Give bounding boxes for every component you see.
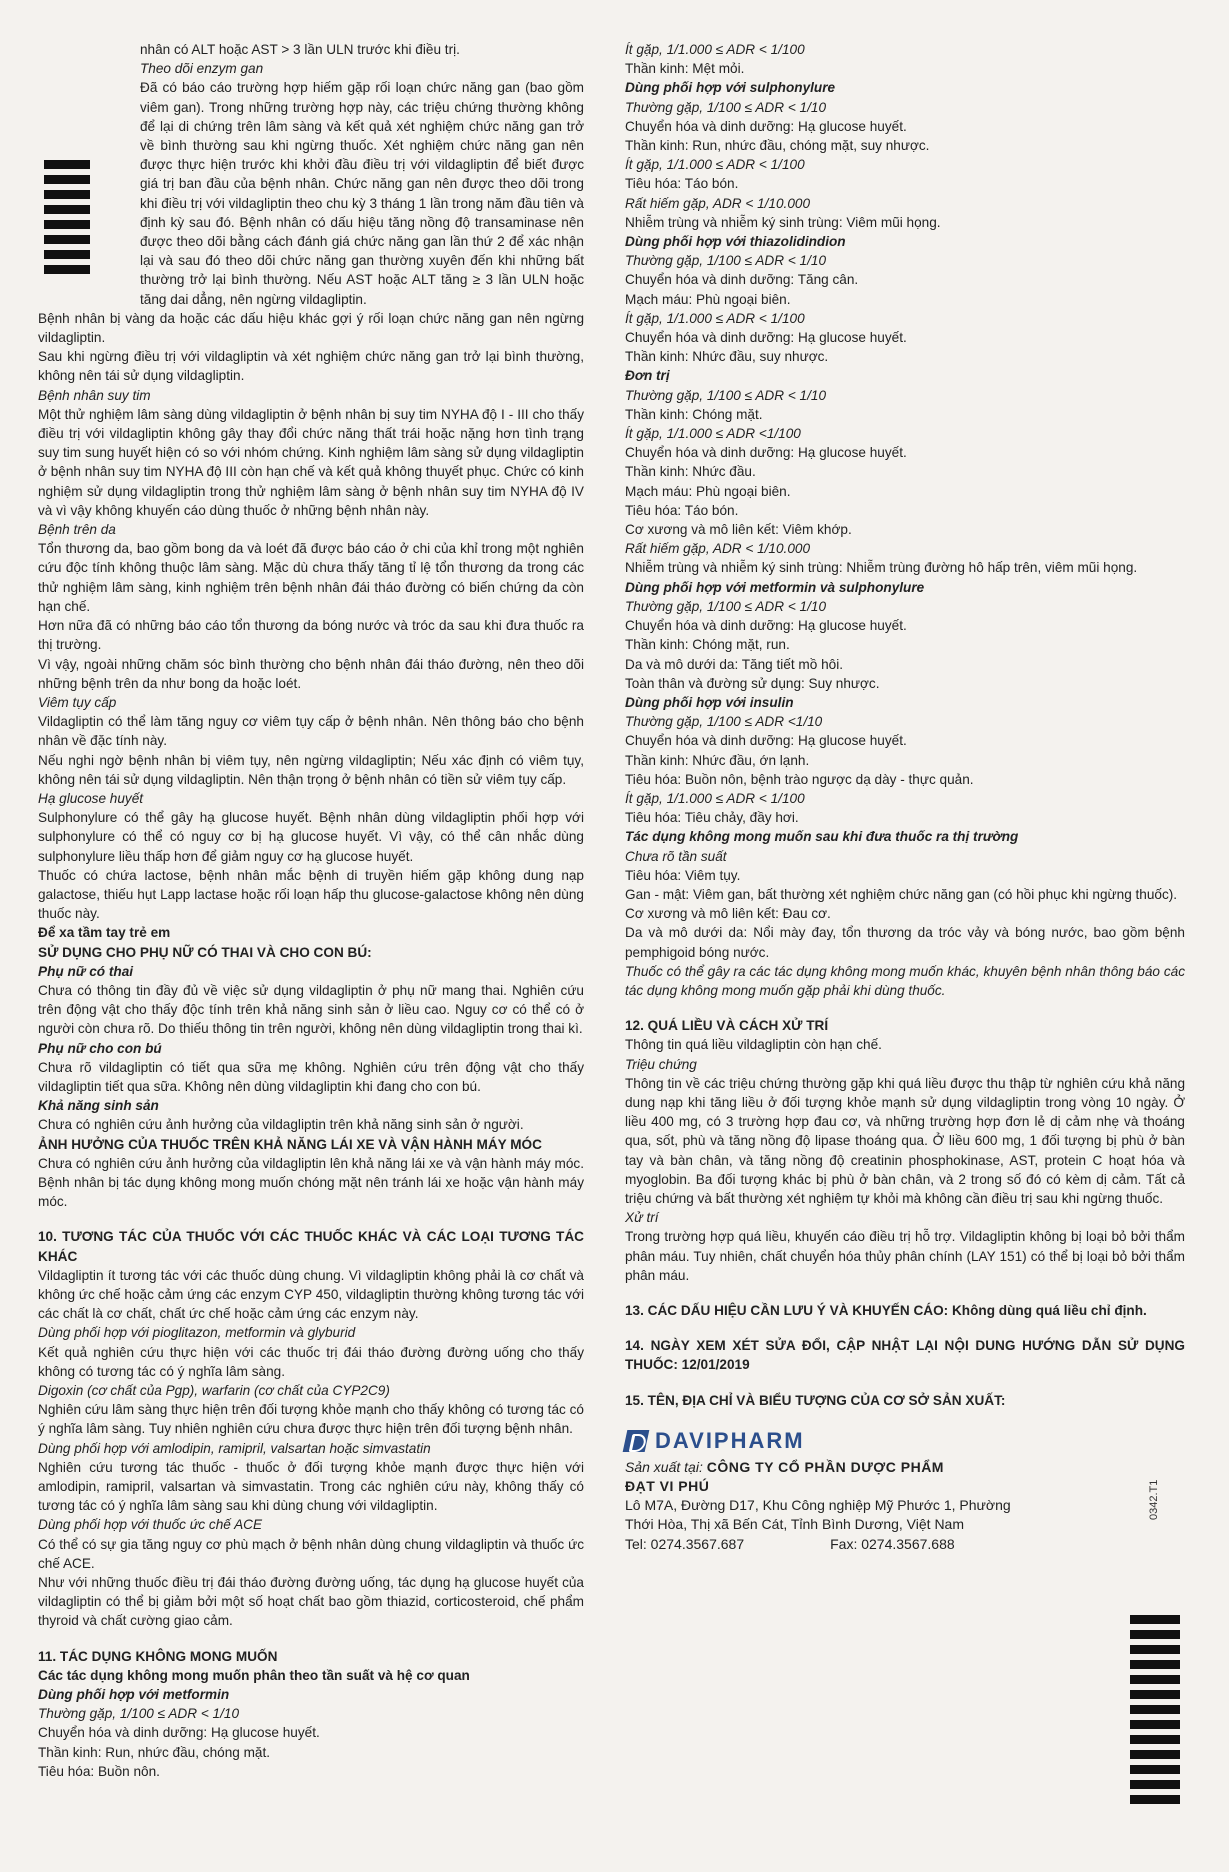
contact-row [625,1535,1185,1554]
right-paragraph: Thần kinh: Nhức đầu, ớn lạnh. [625,752,810,768]
right-paragraph: Nhiễm trùng và nhiễm ký sinh trùng: Viêm mũi họng. [625,214,941,230]
right-paragraph: Mạch máu: Phù ngoại biên. [625,483,791,499]
left-paragraph: Vì vậy, ngoài những chăm sóc bình thường cho bệnh nhân đái tháo đường, nên theo dõi những bệnh trên da như bong da hoặc loét. [38,656,584,691]
right-paragraph: Triệu chứng [625,1056,697,1072]
right-paragraph: Thường gặp, 1/100 ≤ ADR < 1/10 [625,253,827,269]
left-paragraph: Chưa có thông tin đầy đủ về việc sử dụng vildagliptin ở phụ nữ mang thai. Nghiên cứu trên động vật cho thấy độc tính trên khả năng sinh sản ở liều cao. Nguy cơ có thể có ở người còn chưa rõ. Do thiếu thông tin trên người, không nên dùng vildagliptin trong thai kì. [38,982,584,1037]
davipharm-logo-icon [623,1430,650,1452]
left-paragraph: Dùng phối hợp với pioglitazon, metformin và glyburid [38,1325,356,1341]
right-bar-marks [1130,1615,1180,1810]
left-paragraph: Viêm tụy cấp [38,694,117,710]
left-paragraph: Như với những thuốc điều trị đái tháo đường đường uống, tác dụng hạ glucose huyết của vildagliptin có thể bị giảm bởi một số hoạt chất bao gồm thiazid, corticosteroid, chế phẩm thyroid và chất cường giao cảm. [38,1575,584,1629]
fax: Fax: 0274.3567.688 [830,1535,955,1552]
right-paragraph: Rất hiếm gặp, ADR < 1/10.000 [625,541,811,557]
right-paragraph: Dùng phối hợp với insulin [625,694,794,710]
right-paragraph: Ít gặp, 1/1.000 ≤ ADR <1/100 [625,426,801,442]
left-paragraph: SỬ DỤNG CHO PHỤ NỮ CÓ THAI VÀ CHO CON BÚ: [38,944,372,960]
address-line-1: Lô M7A, Đường D17, Khu Công nghiệp Mỹ Phước 1, Phường [625,1497,1011,1514]
right-paragraph: Tiêu hóa: Táo bón. [625,502,739,518]
right-paragraph: Nhiễm trùng và nhiễm ký sinh trùng: Nhiễm trùng đường hô hấp trên, viêm mũi họng. [625,560,1138,576]
left-paragraph: Chuyển hóa và dinh dưỡng: Hạ glucose huyết. [38,1725,320,1741]
telephone: Tel: 0274.3567.687 [625,1535,745,1552]
right-paragraph: Gan - mật: Viêm gan, bất thường xét nghiệm chức năng gan (có hồi phục khi ngừng thuốc). [625,886,1178,902]
right-paragraph: 12. QUÁ LIỀU VÀ CÁCH XỬ TRÍ [625,1018,829,1034]
right-paragraph: Cơ xương và mô liên kết: Đau cơ. [625,906,831,922]
right-paragraph: Ít gặp, 1/1.000 ≤ ADR < 1/100 [625,42,805,57]
right-paragraph: Mạch máu: Phù ngoại biên. [625,291,791,307]
left-paragraph: Bệnh trên da [38,522,116,538]
right-paragraph: Rất hiếm gặp, ADR < 1/10.000 [625,195,811,211]
right-paragraph: Chuyển hóa và dinh dưỡng: Hạ glucose huyết. [625,330,907,346]
right-paragraph: 14. NGÀY XEM XÉT SỬA ĐỔI, CẬP NHẬT LẠI NỘI DUNG HƯỚNG DẪN SỬ DỤNG THUỐC: 12/01/2019 [625,1338,1185,1373]
right-paragraph: Ít gặp, 1/1.000 ≤ ADR < 1/100 [625,157,805,173]
left-paragraph: Nếu nghi ngờ bệnh nhân bị viêm tụy, nên ngừng vildagliptin; Nếu xác định có viêm tụy, không nên tái sử dụng vildagliptin. Nên thận trọng ở bệnh nhân có tiền sử viêm tụy cấp. [38,752,584,787]
right-paragraph: Thần kinh: Chóng mặt. [625,406,763,422]
right-paragraph: Thần kinh: Run, nhức đầu, chóng mặt, suy nhược. [625,138,930,154]
left-paragraph: Để xa tầm tay trẻ em [38,925,171,941]
right-paragraph: Tiêu hóa: Buồn nôn, bệnh trào ngược dạ dày - thực quản. [625,771,974,787]
left-paragraph: Kết quả nghiên cứu thực hiện với các thuốc trị đái tháo đường đường uống cho thấy không có tương tác có ý nghĩa lâm sàng. [38,1344,584,1379]
left-paragraph: Có thể có sự gia tăng nguy cơ phù mạch ở bệnh nhân dùng chung vildagliptin và thuốc ức chế ACE. [38,1536,584,1571]
right-paragraph: Ít gặp, 1/1.000 ≤ ADR < 1/100 [625,790,805,806]
left-paragraph: Dùng phối hợp với amlodipin, ramipril, valsartan hoặc simvastatin [38,1440,431,1456]
left-paragraph: Một thử nghiệm lâm sàng dùng vildagliptin ở bệnh nhân bị suy tim NYHA độ I - III cho thấy điều trị với vildagliptin không gây thay đổi chức năng thất trái hoặc nặng hơn tình trạng suy tim sung huyết hiện có so với nhóm chứng. Kinh nghiệm lâm sàng sử dụng vildagliptin ở bệnh nhân suy tim NYHA độ III còn hạn chế và kết quả không thuyết phục. Chức có kinh nghiệm sử dụng vildagliptin trong thử nghiệm lâm sàng ở bệnh nhân suy tim NYHA độ IV và vì vậy không khuyến cáo dùng thuốc ở những bệnh nhân này. [38,406,584,518]
right-paragraph: Trong trường hợp quá liều, khuyến cáo điều trị hỗ trợ. Vildagliptin không bị loại bỏ bởi thẩm phân máu. Tuy nhiên, chất chuyển hóa thủy phân chính (LAY 151) có thể bị loại bỏ bởi thẩm phân máu. [625,1229,1185,1283]
address-line-2: Thới Hòa, Thị xã Bến Cát, Tỉnh Bình Dương, Việt Nam [625,1516,965,1533]
left-paragraph: Thường gặp, 1/100 ≤ ADR < 1/10 [38,1706,240,1722]
left-paragraph: Vildagliptin ít tương tác với các thuốc dùng chung. Vì vildagliptin không phải là cơ chất và không ức chế hoặc cảm ứng các enzym CYP 450, vildagliptin thường không tương tác với các chất là cơ chất, chất ức chế hoặc cảm ứng các enzym này. [38,1267,584,1322]
left-paragraph: Thần kinh: Run, nhức đầu, chóng mặt. [38,1744,271,1760]
left-paragraph: Tổn thương da, bao gồm bong da và loét đã được báo cáo ở chi của khỉ trong một nghiên cứu độc tính không thuộc lâm sàng. Mặc dù chưa thấy tăng tỉ lệ tổn thương da trong các thử nghiệm lâm sàng, kinh nghiệm trên bệnh nhân đái tháo đường có biến chứng da còn hạn chế. [38,541,584,614]
company-line-2: ĐẠT VI PHÚ [625,1478,710,1495]
right-paragraph: Cơ xương và mô liên kết: Viêm khớp. [625,522,852,538]
right-paragraph: 13. CÁC DẤU HIỆU CẦN LƯU Ý VÀ KHUYẾN CÁO: Không dùng quá liều chỉ định. [625,1303,1147,1318]
right-paragraph: Tác dụng không mong muốn sau khi đưa thuốc ra thị trường [625,829,1019,845]
right-paragraph: Da và mô dưới da: Tăng tiết mồ hôi. [625,656,843,672]
right-paragraph: Dùng phối hợp với metformin và sulphonylure [625,579,925,595]
right-paragraph: Thường gặp, 1/100 ≤ ADR < 1/10 [625,387,827,403]
right-paragraph: Thông tin quá liều vildagliptin còn hạn chế. [625,1037,882,1053]
right-paragraph: Toàn thân và đường sử dụng: Suy nhược. [625,675,880,691]
right-column [625,40,1185,1554]
right-paragraph: Chuyển hóa và dinh dưỡng: Hạ glucose huyết. [625,118,907,134]
right-paragraph: Ít gặp, 1/1.000 ≤ ADR < 1/100 [625,310,805,326]
right-paragraph: Thần kinh: Chóng mặt, run. [625,637,790,653]
right-paragraph: Chưa rõ tần suất [625,848,727,864]
left-paragraph: Dùng phối hợp với metformin [38,1687,230,1703]
left-paragraph: Sau khi ngừng điều trị với vildagliptin và xét nghiệm chức năng gan trở lại bình thường, không nên tái sử dụng vildagliptin. [38,349,584,384]
davipharm-logo [625,1430,1185,1452]
right-paragraph: Thần kinh: Mệt mỏi. [625,61,745,77]
right-paragraph: Dùng phối hợp với thiazolidindion [625,234,846,250]
company-line-1: CÔNG TY CỔ PHẦN DƯỢC PHẨM [706,1458,944,1475]
right-paragraph: 15. TÊN, ĐỊA CHỈ VÀ BIỂU TƯỢNG CỦA CƠ SỞ SẢN XUẤT: [625,1392,1006,1408]
left-paragraph: 10. TƯƠNG TÁC CỦA THUỐC VỚI CÁC THUỐC KHÁC VÀ CÁC LOẠI TƯƠNG TÁC KHÁC [38,1229,584,1264]
right-paragraph: Thường gặp, 1/100 ≤ ADR < 1/10 [625,99,827,115]
left-paragraph: Theo dõi enzym gan [140,61,264,77]
right-paragraph: Thần kinh: Nhức đầu, suy nhược. [625,349,829,365]
left-paragraph: Các tác dụng không mong muốn phân theo tần suất và hệ cơ quan [38,1667,470,1683]
left-paragraph: ẢNH HƯỞNG CỦA THUỐC TRÊN KHẢ NĂNG LÁI XE VÀ VẬN HÀNH MÁY MÓC [38,1136,542,1152]
right-paragraph: Đơn trị [625,368,670,384]
right-paragraph: Thông tin về các triệu chứng thường gặp khi quá liều được thu thập từ nghiên cứu khả năng dung nạp khi tăng liều ở đối tượng khỏe mạnh sử dụng vildagliptin trong vòng 10 ngày. Ở liều 400 mg, có 3 trường hợp đau cơ, và những trường hợp đơn lẻ dị cảm nhẹ và thoáng qua, sốt, phù và tăng nồng độ lipase thoáng qua. Ở liều 600 mg, 1 đối tượng bị phù ở bàn tay và bàn chân, và tăng nồng độ creatinin phosphokinase, AST, protein C hoạt hóa và myoglobin. Ba đối tượng khác bị phù ở bàn chân, và 2 trong số đó có kèm dị cảm. Tất cả triệu chứng và bất thường xét nghiệm tự khỏi mà không cần điều trị sau khi ngừng thuốc. [625,1075,1185,1206]
right-paragraph: Dùng phối hợp với sulphonylure [625,80,836,96]
right-paragraph: Tiêu hóa: Viêm tụy. [625,867,741,883]
logo-text: DAVIPHARM [655,1428,805,1454]
left-paragraph: Bệnh nhân bị vàng da hoặc các dấu hiệu khác gợi ý rối loạn chức năng gan nên ngừng vildagliptin. [38,310,584,346]
manufacturer-block [625,1430,1185,1554]
left-paragraph: Hơn nữa đã có những báo cáo tổn thương da bóng nước và tróc da sau khi đưa thuốc ra thị trường. [38,618,584,653]
right-paragraph: Thần kinh: Nhức đầu. [625,464,756,480]
left-paragraph: Hạ glucose huyết [38,790,144,806]
right-paragraph: Chuyển hóa và dinh dưỡng: Hạ glucose huyết. [625,445,907,461]
right-paragraph: Tiêu hóa: Tiêu chảy, đầy hơi. [625,810,799,826]
left-paragraph: Thuốc có chứa lactose, bệnh nhân mắc bệnh di truyền hiếm gặp không dung nạp galactose, thiếu hụt Lapp lactase hoặc rối loạn hấp thu glucose-galactose không nên dùng thuốc này. [38,867,584,922]
right-paragraph: Thuốc có thể gây ra các tác dụng không mong muốn khác, khuyên bệnh nhân thông báo các tác dụng không mong muốn gặp phải khi dùng thuốc. [625,963,1185,998]
right-paragraph: Chuyển hóa và dinh dưỡng: Hạ glucose huyết. [625,733,907,749]
left-paragraph: Digoxin (cơ chất của Pgp), warfarin (cơ chất của CYP2C9) [38,1383,390,1399]
right-paragraph: Chuyển hóa và dinh dưỡng: Hạ glucose huyết. [625,618,907,634]
left-paragraph: Chưa rõ vildagliptin có tiết qua sữa mẹ không. Nghiên cứu trên động vật cho thấy vildagliptin tiết qua sữa. Không nên dùng vildagliptin khi đang cho con bú. [38,1059,584,1094]
right-column-text [625,40,1185,1410]
left-paragraph: nhân có ALT hoặc AST > 3 lần ULN trước khi điều trị. [140,42,460,57]
print-code: 0342.T1 [1148,1479,1160,1520]
manufacturer-label: Sản xuất tại: [625,1458,703,1475]
left-paragraph: Chưa có nghiên cứu ảnh hưởng của vildagliptin lên khả năng lái xe và vận hành máy móc. Bệnh nhân bị tác dụng không mong muốn chóng mặt nên tránh lái xe hoặc vận hành máy móc. [38,1155,584,1210]
left-paragraph: Bệnh nhân suy tim [38,387,151,403]
right-paragraph: Xử trí [625,1210,659,1226]
left-paragraph: Chưa có nghiên cứu ảnh hưởng của vildagliptin trên khả năng sinh sản ở người. [38,1117,524,1133]
left-paragraph: 11. TÁC DỤNG KHÔNG MONG MUỐN [38,1648,278,1664]
left-paragraph: Phụ nữ có thai [38,963,134,979]
left-paragraph: Vildagliptin có thể làm tăng nguy cơ viêm tụy cấp ở bệnh nhân. Nên thông báo cho bệnh nhân về đặc tính này. [38,714,584,749]
left-paragraph: Khả năng sinh sản [38,1098,159,1114]
right-paragraph: Tiêu hóa: Táo bón. [625,176,739,192]
left-paragraph: Phụ nữ cho con bú [38,1040,162,1056]
right-paragraph: Thường gặp, 1/100 ≤ ADR <1/10 [625,714,823,730]
right-paragraph: Chuyển hóa và dinh dưỡng: Tăng cân. [625,272,859,288]
left-paragraph: Đã có báo cáo trường hợp hiếm gặp rối loạn chức năng gan (bao gồm viêm gan). Trong những trường hợp này, các triệu chứng thường không để lại di chứng trên lâm sàng và kết quả xét nghiệm chức năng gan trở về bình thường sau khi ngừng thuốc. Xét nghiệm chức năng gan nên được thực hiện trước khi khởi đầu điều trị với vildagliptin để biết được giá trị ban đầu của bệnh nhân. Chức năng gan nên được theo dõi trong khi điều trị với vildagliptin theo chu kỳ 3 tháng 1 lần trong năm đầu tiên và định kỳ sau đó. Bệnh nhân có dấu hiệu tăng nồng độ transaminase nên được theo dõi bằng cách đánh giá chức năng gan lần thứ 2 để xác nhận lại và sau đó theo dõi chức năng gan thường xuyên đến khi những bất thường trở lại bình thường. Nếu AST hoặc ALT tăng ≥ 3 lần ULN hoặc tăng dai dẳng, nên ngừng vildagliptin. [140,80,584,307]
right-paragraph: Thường gặp, 1/100 ≤ ADR < 1/10 [625,598,827,614]
left-paragraph: Nghiên cứu lâm sàng thực hiện trên đối tượng khỏe mạnh cho thấy không có tương tác có ý nghĩa lâm sàng. Tuy nhiên nghiên cứu chưa được thực hiện trên đối tượng bệnh nhân. [38,1402,584,1437]
left-column [38,40,584,1781]
left-paragraph: Nghiên cứu tương tác thuốc - thuốc ở đối tượng khỏe mạnh được thực hiện với amlodipin, ramipril, valsartan và simvastatin. Trong các nghiên cứu này, không thấy có tương tác có ý nghĩa lâm sàng sau khi dùng chung với vildagliptin. [38,1459,584,1514]
manufacturer-name [625,1458,1185,1477]
left-paragraph: Dùng phối hợp với thuốc ức chế ACE [38,1517,263,1533]
left-paragraph: Sulphonylure có thể gây hạ glucose huyết. Bệnh nhân dùng vildagliptin phối hợp với sulphonylure có thể có nguy cơ bị hạ glucose huyết. Vì vậy, có thể cân nhắc dùng sulphonylure liều thấp hơn để giảm nguy cơ hạ glucose huyết. [38,810,584,864]
left-paragraph: Tiêu hóa: Buồn nôn. [38,1763,160,1779]
right-paragraph: Da và mô dưới da: Nổi mày đay, tổn thương da tróc vảy và bóng nước, bao gồm bệnh pemphigoid bóng nước. [625,925,1185,960]
